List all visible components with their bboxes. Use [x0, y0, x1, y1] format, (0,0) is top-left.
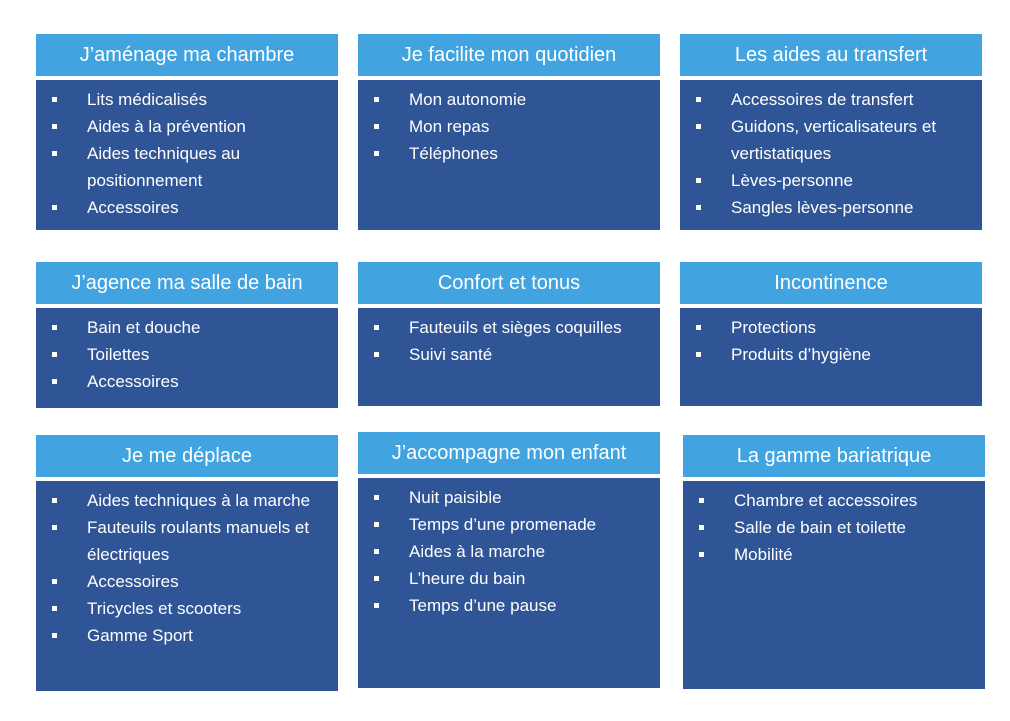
list-item	[368, 538, 652, 565]
card-body	[36, 80, 338, 230]
item-label: Toilettes	[87, 345, 150, 364]
item-label: Accessoires de transfert	[731, 90, 914, 109]
item-label: Fauteuils et sièges coquilles	[409, 318, 622, 337]
square-bullet-icon	[52, 579, 57, 584]
square-bullet-icon	[52, 606, 57, 611]
card-salle-de-bain	[36, 262, 338, 408]
square-bullet-icon	[696, 97, 701, 102]
card-title: Les aides au transfert	[680, 34, 982, 80]
square-bullet-icon	[52, 352, 57, 357]
item-label: Accessoires	[87, 572, 179, 591]
square-bullet-icon	[374, 352, 379, 357]
item-label: Tricycles et scooters	[87, 599, 242, 618]
square-bullet-icon	[52, 498, 57, 503]
item-label: Mon repas	[409, 117, 490, 136]
square-bullet-icon	[52, 97, 57, 102]
item-label: Accessoires	[87, 198, 179, 217]
card-enfant	[358, 432, 660, 688]
card-body	[36, 481, 338, 691]
list-item	[368, 511, 652, 538]
square-bullet-icon	[696, 352, 701, 357]
item-label: Nuit paisible	[409, 488, 502, 507]
item-list	[358, 80, 660, 167]
item-label: Mon autonomie	[409, 90, 527, 109]
card-title: La gamme bariatrique	[683, 435, 985, 481]
square-bullet-icon	[52, 124, 57, 129]
list-item	[693, 514, 977, 541]
square-bullet-icon	[696, 325, 701, 330]
square-bullet-icon	[374, 325, 379, 330]
list-item	[690, 194, 974, 221]
square-bullet-icon	[374, 603, 379, 608]
list-item	[46, 140, 330, 194]
card-incontinence	[680, 262, 982, 406]
square-bullet-icon	[699, 525, 704, 530]
square-bullet-icon	[52, 205, 57, 210]
list-item	[368, 314, 652, 341]
square-bullet-icon	[52, 379, 57, 384]
square-bullet-icon	[696, 178, 701, 183]
list-item	[46, 595, 330, 622]
list-item	[690, 113, 974, 167]
list-item	[46, 314, 330, 341]
list-item	[693, 541, 977, 568]
card-body	[680, 80, 982, 230]
card-title: J’aménage ma chambre	[36, 34, 338, 80]
square-bullet-icon	[374, 576, 379, 581]
card-body	[680, 308, 982, 406]
item-label: Téléphones	[409, 144, 498, 163]
card-deplace	[36, 435, 338, 691]
item-label: Aides techniques au positionnement	[87, 144, 241, 190]
card-bariatrique	[683, 435, 985, 689]
square-bullet-icon	[52, 633, 57, 638]
square-bullet-icon	[699, 498, 704, 503]
item-list	[36, 481, 338, 649]
card-confort	[358, 262, 660, 406]
list-item	[368, 592, 652, 619]
item-label: Temps d’une pause	[409, 596, 557, 615]
item-label: Guidons, verticalisateurs et vertistatiques	[731, 117, 937, 163]
item-label: Aides à la marche	[409, 542, 546, 561]
list-item	[368, 140, 652, 167]
card-title: J’agence ma salle de bain	[36, 262, 338, 308]
square-bullet-icon	[374, 151, 379, 156]
square-bullet-icon	[374, 522, 379, 527]
card-body	[358, 80, 660, 230]
card-title: Confort et tonus	[358, 262, 660, 308]
square-bullet-icon	[374, 495, 379, 500]
card-title: Je me déplace	[36, 435, 338, 481]
list-item	[46, 514, 330, 568]
item-label: Accessoires	[87, 372, 179, 391]
item-list	[358, 308, 660, 368]
list-item	[46, 368, 330, 395]
item-label: Suivi santé	[409, 345, 493, 364]
list-item	[690, 86, 974, 113]
item-label: Chambre et accessoires	[734, 491, 918, 510]
item-list	[36, 308, 338, 395]
card-body	[36, 308, 338, 408]
list-item	[368, 484, 652, 511]
card-title: Incontinence	[680, 262, 982, 308]
item-label: Bain et douche	[87, 318, 201, 337]
list-item	[46, 113, 330, 140]
card-title: Je facilite mon quotidien	[358, 34, 660, 80]
list-item	[690, 341, 974, 368]
card-body	[358, 308, 660, 406]
card-body	[358, 478, 660, 688]
item-label: Salle de bain et toilette	[734, 518, 907, 537]
item-label: Protections	[731, 318, 817, 337]
card-body	[683, 481, 985, 689]
item-label: Temps d’une promenade	[409, 515, 597, 534]
square-bullet-icon	[374, 97, 379, 102]
square-bullet-icon	[52, 325, 57, 330]
square-bullet-icon	[696, 205, 701, 210]
square-bullet-icon	[374, 549, 379, 554]
list-item	[46, 568, 330, 595]
item-label: Gamme Sport	[87, 626, 193, 645]
list-item	[46, 86, 330, 113]
list-item	[368, 565, 652, 592]
list-item	[368, 341, 652, 368]
card-title: J’accompagne mon enfant	[358, 432, 660, 478]
card-transfert	[680, 34, 982, 230]
square-bullet-icon	[374, 124, 379, 129]
item-label: Lits médicalisés	[87, 90, 207, 109]
item-label: L’heure du bain	[409, 569, 526, 588]
item-label: Mobilité	[734, 545, 793, 564]
item-label: Lèves-personne	[731, 171, 853, 190]
square-bullet-icon	[52, 151, 57, 156]
list-item	[693, 487, 977, 514]
square-bullet-icon	[52, 525, 57, 530]
item-label: Fauteuils roulants manuels et électriques	[87, 518, 310, 564]
list-item	[46, 194, 330, 221]
item-list	[680, 80, 982, 221]
list-item	[46, 622, 330, 649]
square-bullet-icon	[699, 552, 704, 557]
card-quotidien	[358, 34, 660, 230]
item-list	[36, 80, 338, 221]
square-bullet-icon	[696, 124, 701, 129]
list-item	[690, 314, 974, 341]
list-item	[46, 487, 330, 514]
item-label: Produits d’hygiène	[731, 345, 871, 364]
item-list	[680, 308, 982, 368]
item-list	[358, 478, 660, 619]
item-label: Sangles lèves-personne	[731, 198, 914, 217]
item-label: Aides à la prévention	[87, 117, 246, 136]
list-item	[46, 341, 330, 368]
item-label: Aides techniques à la marche	[87, 491, 311, 510]
item-list	[683, 481, 985, 568]
list-item	[368, 113, 652, 140]
list-item	[690, 167, 974, 194]
list-item	[368, 86, 652, 113]
card-chambre	[36, 34, 338, 230]
